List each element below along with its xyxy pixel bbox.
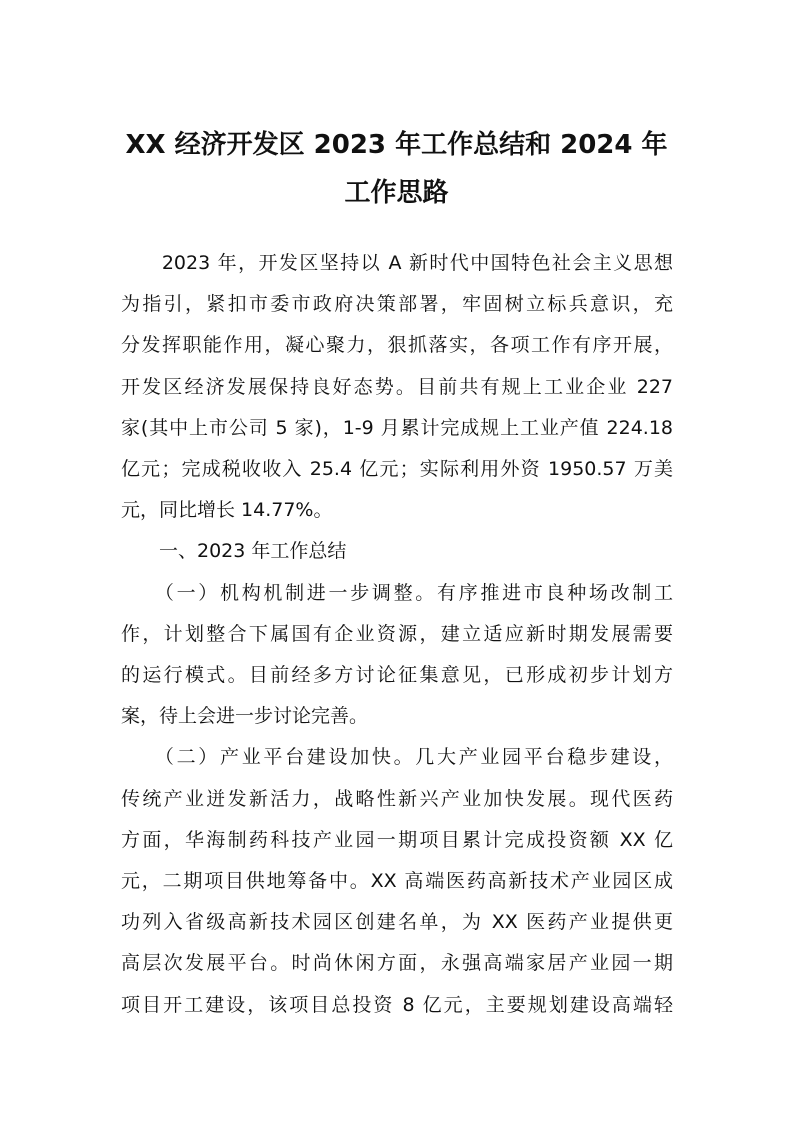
paragraph-line: 传统产业迸发新活力，战略性新兴产业加快发展。现代医药 — [121, 787, 673, 810]
paragraph-line: 亿元；完成税收收入 25.4 亿元；实际利用外资 1950.57 万美 — [121, 458, 673, 480]
paragraph-line: 高层次发展平台。时尚休闲方面，永强高端家居产业园一期 — [121, 952, 673, 975]
paragraph-line: 分发挥职能作用，凝心聚力，狠抓落实，各项工作有序开展， — [121, 334, 673, 357]
paragraph-line: 为指引，紧扣市委市政府决策部署，牢固树立标兵意识，充 — [121, 293, 673, 316]
document-title-line: XX 经济开发区 2023 年工作总结和 2024 年 — [125, 130, 668, 160]
paragraph-line: 项目开工建设，该项目总投资 8 亿元，主要规划建设高端轻 — [121, 993, 673, 1016]
paragraph-line: （二）产业平台建设加快。几大产业园平台稳步建设， — [121, 746, 673, 769]
paragraph-line: 的运行模式。目前经多方讨论征集意见，已形成初步计划方 — [121, 664, 673, 686]
paragraph-line: 方面，华海制药科技产业园一期项目累计完成投资额 XX 亿 — [121, 828, 673, 851]
paragraph-line: （一）机构机制进一步调整。有序推进市良种场改制工 — [121, 581, 673, 604]
document-title-line: 工作思路 — [344, 178, 449, 208]
section-heading: 一、2023 年工作总结 — [121, 540, 347, 563]
paragraph-line: 元，二期项目供地筹备中。XX 高端医药高新技术产业园区成 — [121, 870, 673, 892]
paragraph-line: 案，待上会进一步讨论完善。 — [121, 705, 369, 728]
paragraph-line: 功列入省级高新技术园区创建名单，为 XX 医药产业提供更 — [121, 911, 673, 934]
paragraph-line: 元，同比增长 14.77%。 — [121, 499, 333, 522]
paragraph-line: 家(其中上市公司 5 家)，1-9 月累计完成规上工业产值 224.18 — [121, 416, 673, 439]
paragraph-line: 作，计划整合下属国有企业资源，建立适应新时期发展需要 — [121, 622, 673, 645]
paragraph-line: 开发区经济发展保持良好态势。目前共有规上工业企业 227 — [121, 375, 673, 398]
paragraph-line: 2023 年，开发区坚持以 A 新时代中国特色社会主义思想 — [121, 252, 673, 274]
